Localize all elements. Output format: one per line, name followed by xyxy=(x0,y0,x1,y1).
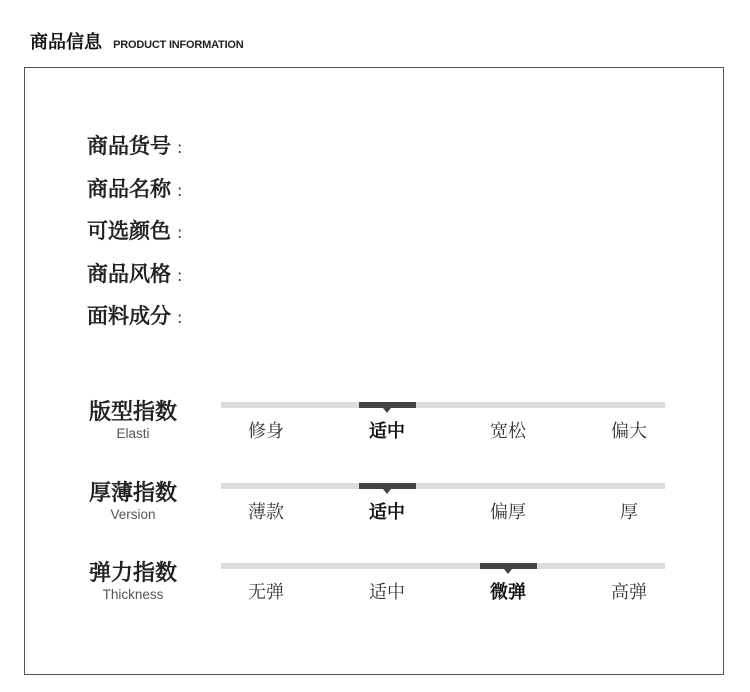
product-info-panel xyxy=(24,67,724,675)
index-marker xyxy=(359,483,416,489)
field-item-number xyxy=(87,130,182,173)
field-colon: : xyxy=(177,138,183,157)
index-option: 高弹 xyxy=(611,582,647,603)
index-option: 偏大 xyxy=(611,421,647,442)
index-marker xyxy=(359,402,416,408)
field-label: 商品名称 xyxy=(87,176,171,201)
index-option: 厚 xyxy=(620,502,638,523)
field-label: 面料成分 xyxy=(87,304,171,328)
index-option: 适中 xyxy=(369,582,405,603)
index-option: 偏厚 xyxy=(490,502,526,523)
index-option: 修身 xyxy=(248,421,284,442)
section-title-english: PRODUCT INFORMATION xyxy=(113,39,244,51)
index-track xyxy=(221,402,665,408)
index-track xyxy=(221,563,665,569)
index-title: 弹力指数 xyxy=(88,561,177,586)
section-header xyxy=(30,28,244,54)
field-label: 商品风格 xyxy=(87,261,171,286)
index-option: 宽松 xyxy=(490,421,526,442)
field-colon: : xyxy=(177,308,183,327)
index-option: 薄款 xyxy=(248,502,284,523)
elasticity-index xyxy=(25,556,725,616)
field-colon: : xyxy=(177,223,183,242)
index-subtitle: Thickness xyxy=(102,587,164,602)
product-fields xyxy=(87,130,182,343)
field-product-name xyxy=(87,173,182,216)
index-track xyxy=(221,483,665,489)
fit-index xyxy=(25,395,725,455)
field-material xyxy=(87,300,182,343)
section-title: 商品信息 xyxy=(30,32,102,53)
thickness-index xyxy=(25,476,725,536)
index-option: 无弹 xyxy=(248,582,284,603)
index-subtitle: Elasti xyxy=(116,426,150,441)
index-title: 版型指数 xyxy=(88,400,177,425)
index-subtitle: Version xyxy=(110,507,156,522)
field-label: 可选颜色 xyxy=(87,219,171,243)
index-option: 适中 xyxy=(369,421,405,442)
index-option: 适中 xyxy=(369,502,405,523)
field-label: 商品货号 xyxy=(87,134,171,158)
field-colors xyxy=(87,215,182,258)
index-marker xyxy=(480,563,537,569)
index-option: 微弹 xyxy=(490,582,526,603)
field-style xyxy=(87,258,182,301)
field-colon: : xyxy=(177,180,183,200)
field-colon: : xyxy=(177,265,183,285)
index-title: 厚薄指数 xyxy=(88,481,177,506)
